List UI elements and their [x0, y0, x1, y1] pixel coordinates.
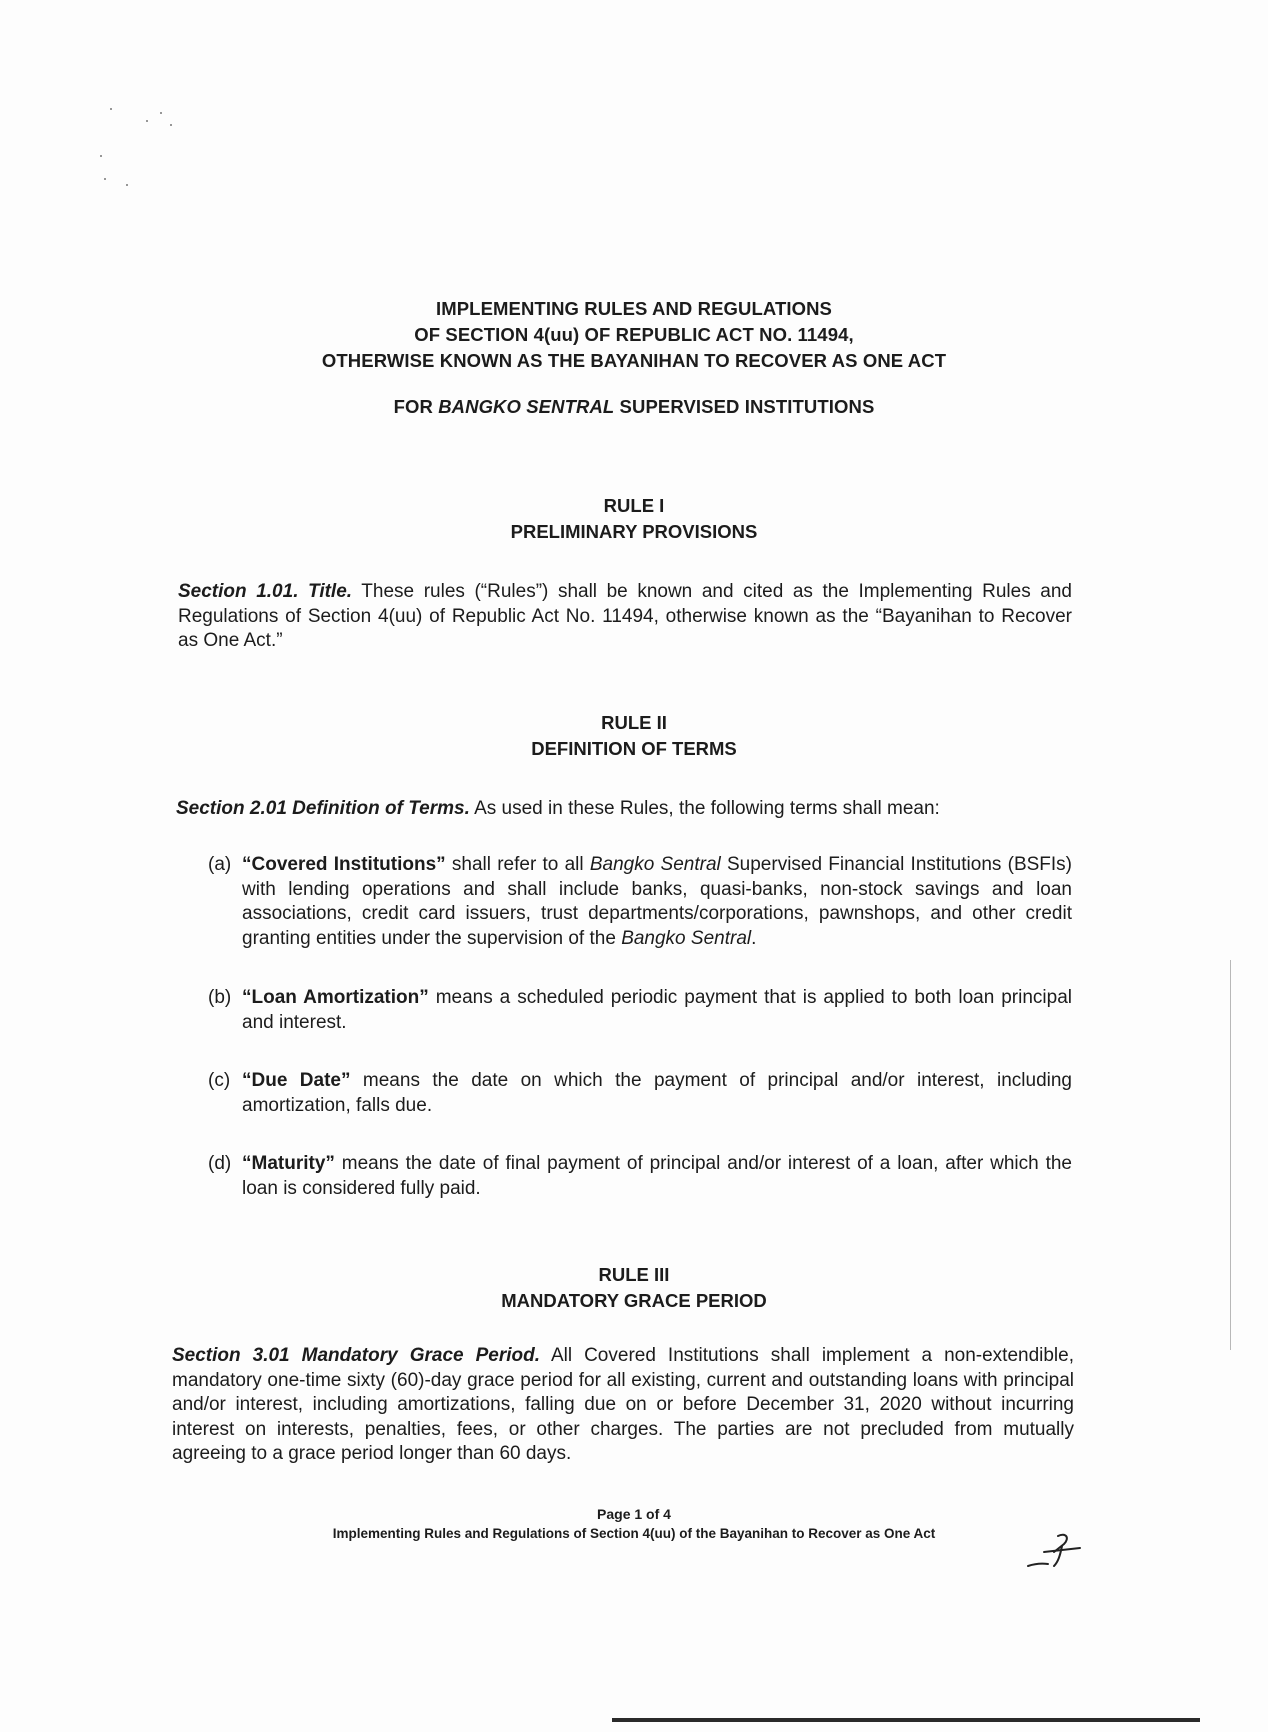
section-3-01-label: Section 3.01 Mandatory Grace Period. [172, 1345, 540, 1366]
definition-italic: Bangko Sentral [589, 854, 721, 875]
rule-3-name: MANDATORY GRACE PERIOD [501, 1290, 767, 1311]
section-2-01-text: As used in these Rules, the following terms shall mean: [469, 798, 940, 819]
section-3-01 [172, 1344, 1074, 1467]
definition-letter: (d) [208, 1153, 232, 1174]
rule-2-name: DEFINITION OF TERMS [531, 738, 737, 759]
definition-letter: (c) [208, 1070, 231, 1091]
section-2-01 [176, 797, 1076, 822]
section-2-01-label: Section 2.01 Definition of Terms. [176, 798, 470, 819]
title-line-3: OTHERWISE KNOWN AS THE BAYANIHAN TO RECOVER AS ONE ACT [321, 350, 947, 371]
definition-letter: (b) [208, 987, 232, 1008]
document-title [0, 296, 1268, 420]
rule-1-name: PRELIMINARY PROVISIONS [510, 521, 758, 542]
rule-1-number: RULE I [603, 495, 665, 516]
definition-text: shall refer to all [445, 854, 590, 875]
definition-due-date [208, 1069, 1072, 1118]
definition-text: . [751, 927, 757, 949]
section-3-01-text: All Covered Institutions shall implement a non-extendible, mandatory one-time sixty (60)-day grace period for all existing, current and outstanding loans with principal and/or interest, including amortizations, falling due on or before December 31, 2020 without incurring interest on interests, penalties, fees, or other charges. The parties are not precluded from mutually agreeing to a grace period longer than 60 days. [172, 1345, 1074, 1464]
page-number: Page 1 of 4 [597, 1506, 671, 1522]
rule-2-number: RULE II [601, 712, 667, 733]
definition-body [242, 853, 1072, 951]
rule-3-number: RULE III [598, 1264, 670, 1285]
section-1-01-label: Section 1.01. Title. [178, 581, 353, 602]
bottom-scan-bar [612, 1718, 1200, 1722]
subtitle-suffix: SUPERVISED INSTITUTIONS [614, 396, 875, 417]
scan-edge-line [1230, 960, 1231, 1350]
section-1-01 [178, 580, 1072, 654]
definition-text: means the date on which the payment of principal and/or interest, including amortization, falls due. [242, 1070, 1072, 1116]
definition-body [242, 1069, 1072, 1118]
subtitle-italic: BANGKO SENTRAL [438, 396, 615, 417]
definition-text: Supervised Financial Institutions (BSFIs) with lending operations and shall include banks, quasi-banks, non-stock savings and loan associations, credit card issuers, trust departments/corporations, pawnshops, and other credit granting entities under the supervision of the [242, 854, 1073, 949]
title-line-1: IMPLEMENTING RULES AND REGULATIONS [435, 298, 832, 319]
definition-term: “Loan Amortization” [242, 987, 429, 1008]
definition-letter: (a) [208, 854, 232, 875]
definition-term: “Covered Institutions” [242, 854, 446, 875]
definition-text: means a scheduled periodic payment that is applied to both loan principal and interest. [242, 987, 1072, 1033]
title-line-2: OF SECTION 4(uu) OF REPUBLIC ACT NO. 11494, [414, 324, 854, 345]
rule-3-heading [0, 1262, 1268, 1314]
definition-body [242, 1152, 1072, 1201]
handwritten-initial-icon [1024, 1530, 1088, 1574]
definition-loan-amortization [208, 986, 1072, 1035]
rule-2-heading [0, 710, 1268, 762]
definition-covered-institutions [208, 853, 1072, 951]
definition-italic: Bangko Sentral [621, 927, 752, 949]
subtitle [0, 394, 1268, 420]
footer-title: Implementing Rules and Regulations of Section 4(uu) of the Bayanihan to Recover as One Act [332, 1526, 936, 1541]
definition-maturity [208, 1152, 1072, 1201]
definition-text: means the date of final payment of principal and/or interest of a loan, after which the loan is considered fully paid. [242, 1153, 1072, 1199]
definition-body [242, 986, 1072, 1035]
section-1-01-text: These rules (“Rules”) shall be known and cited as the Implementing Rules and Regulations of Section 4(uu) of Republic Act No. 11494, otherwise known as the “Bayanihan to Recover as One Act.” [178, 581, 1073, 651]
definition-term: “Maturity” [242, 1153, 335, 1174]
rule-1-heading [0, 493, 1268, 545]
definition-term: “Due Date” [242, 1070, 351, 1091]
subtitle-prefix: FOR [393, 396, 439, 417]
